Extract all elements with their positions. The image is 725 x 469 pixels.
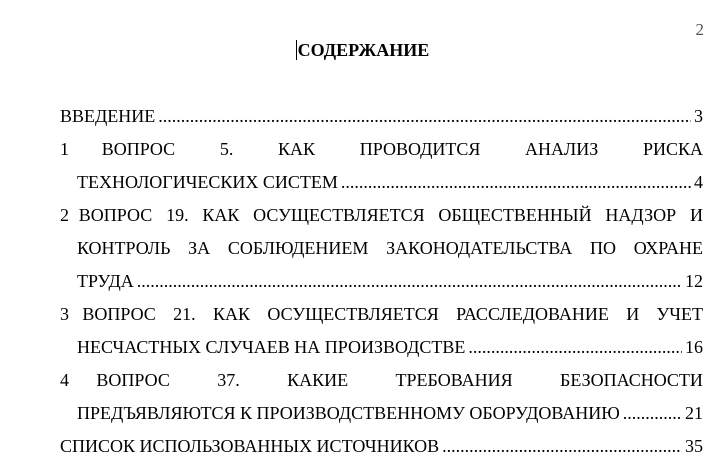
toc-entry-page: 4	[694, 172, 703, 192]
toc-entry-page: 16	[685, 337, 703, 357]
toc-word: И	[689, 205, 703, 225]
page-number: 2	[695, 20, 704, 39]
toc-entry-page: 35	[685, 436, 703, 456]
toc-entry-3-line-1[interactable]	[60, 304, 703, 337]
toc-word: ТРЕБОВАНИЯ	[395, 370, 513, 390]
toc-entry-label: СПИСОК ИСПОЛЬЗОВАННЫХ ИСТОЧНИКОВ	[60, 436, 440, 456]
dot-leader	[341, 172, 691, 193]
toc-entry-4-line-2[interactable]	[60, 403, 703, 436]
toc-word: ОБЩЕСТВЕННЫЙ	[438, 205, 592, 225]
toc-entry-3-line-2[interactable]	[60, 337, 703, 370]
toc-entry-label: ПРЕДЪЯВЛЯЮТСЯ К ПРОИЗВОДСТВЕННОМУ ОБОРУДОВАНИЮ	[77, 403, 620, 423]
toc-word: И	[626, 304, 640, 324]
dot-leader	[137, 271, 682, 292]
dot-leader	[442, 436, 682, 457]
toc-entry-sources[interactable]	[60, 436, 703, 469]
toc-entry-label: ТЕХНОЛОГИЧЕСКИХ СИСТЕМ	[77, 172, 338, 192]
toc-entry-2-line-3[interactable]	[60, 271, 703, 304]
toc-word: ВОПРОС	[82, 304, 156, 324]
toc-word: НАДЗОР	[605, 205, 677, 225]
toc-word: БЕЗОПАСНОСТИ	[560, 370, 703, 390]
toc-word: 1	[60, 139, 69, 159]
toc-entry-1-line-2[interactable]	[60, 172, 703, 205]
dot-leader	[468, 337, 682, 358]
toc-word: РАССЛЕДОВАНИЕ	[456, 304, 609, 324]
dot-leader	[623, 403, 682, 424]
toc-word: 5.	[219, 139, 234, 159]
toc-entry-page: 21	[685, 403, 703, 423]
toc-word: 4	[60, 370, 69, 390]
toc-entry-page: 3	[694, 106, 703, 126]
dot-leader	[158, 106, 691, 127]
toc-word: КАК	[202, 205, 240, 225]
toc-word: 37.	[217, 370, 240, 390]
toc-word: РИСКА	[642, 139, 703, 159]
toc-word: КОНТРОЛЬ	[77, 238, 171, 258]
toc-title-text: СОДЕРЖАНИЕ	[297, 40, 430, 60]
toc-word: КАК	[213, 304, 251, 324]
toc-word: ЗА	[188, 238, 211, 258]
toc-word: ПРОВОДИТСЯ	[359, 139, 481, 159]
toc-word: 21.	[173, 304, 196, 324]
toc-word: 3	[60, 304, 69, 324]
toc-entry-4-line-1[interactable]	[60, 370, 703, 403]
toc-title	[0, 40, 725, 61]
toc-word: ВОПРОС	[101, 139, 176, 159]
toc-word: ОСУЩЕСТВЛЯЕТСЯ	[267, 304, 439, 324]
toc-word: ВОПРОС	[96, 370, 170, 390]
toc-entry-1-line-1[interactable]	[60, 139, 703, 172]
toc-word: ОХРАНЕ	[633, 238, 703, 258]
toc-entry-label: ТРУДА	[77, 271, 134, 291]
toc-word: ВОПРОС	[78, 205, 153, 225]
toc-word: УЧЕТ	[656, 304, 703, 324]
table-of-contents	[60, 106, 703, 469]
toc-word: 2	[60, 205, 69, 225]
toc-entry-2-line-2[interactable]	[60, 238, 703, 271]
toc-entry-label: НЕСЧАСТНЫХ СЛУЧАЕВ НА ПРОИЗВОДСТВЕ	[77, 337, 466, 357]
toc-entry-page: 12	[685, 271, 703, 291]
toc-word: КАКИЕ	[287, 370, 349, 390]
toc-word: ЗАКОНОДАТЕЛЬСТВА	[386, 238, 573, 258]
toc-word: ПО	[589, 238, 616, 258]
toc-word: СОБЛЮДЕНИЕМ	[227, 238, 369, 258]
toc-word: 19.	[166, 205, 189, 225]
toc-word: КАК	[278, 139, 316, 159]
text-cursor	[296, 40, 297, 60]
toc-entry-label: ВВЕДЕНИЕ	[60, 106, 156, 126]
toc-entry-introduction[interactable]	[60, 106, 703, 139]
toc-entry-2-line-1[interactable]	[60, 205, 703, 238]
toc-word: ОСУЩЕСТВЛЯЕТСЯ	[253, 205, 425, 225]
toc-word: АНАЛИЗ	[525, 139, 599, 159]
